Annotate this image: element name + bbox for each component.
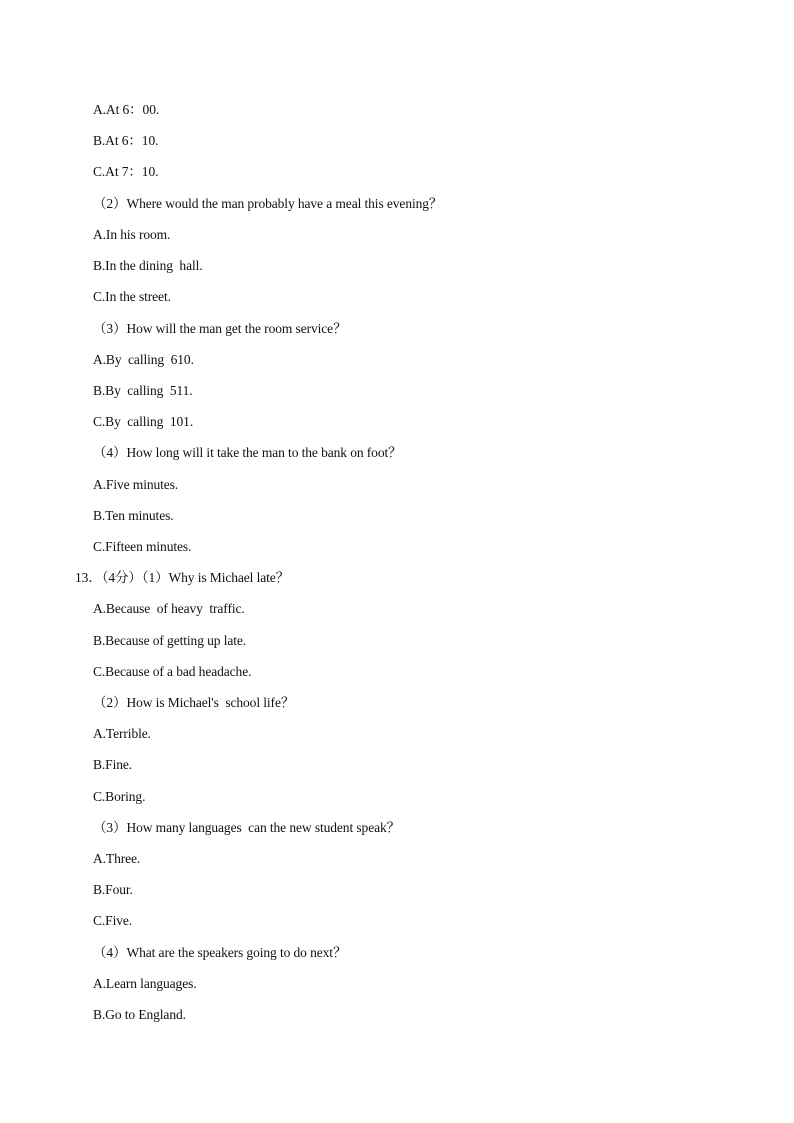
option-b: B.Ten minutes. [93, 508, 174, 523]
question-prompt: （3）How many languages can the new student speak？ [93, 820, 401, 835]
question-prompt: （2）How is Michael's school life？ [93, 695, 295, 710]
option-c: C.Five. [93, 913, 133, 928]
option-c: C.Fifteen minutes. [93, 539, 192, 554]
option-b: B.Fine. [93, 757, 133, 772]
question-prompt: （4）What are the speakers going to do next？ [93, 945, 347, 960]
option-b: B.Go to England. [93, 1007, 186, 1022]
option-b: B.Because of getting up late. [93, 633, 247, 648]
option-a: A.Three. [93, 851, 141, 866]
option-a: A.Terrible. [93, 726, 151, 741]
question-prompt: （2）Where would the man probably have a meal this evening？ [93, 196, 443, 211]
option-c: C.Boring. [93, 789, 146, 804]
option-a: A.In his room. [93, 227, 171, 242]
question-prompt: （3）How will the man get the room service？ [93, 321, 347, 336]
option-a: A.By calling 610. [93, 352, 194, 367]
option-c: C.At 7：10. [93, 164, 159, 179]
option-a: A.Because of heavy traffic. [93, 601, 245, 616]
option-a: A.Learn languages. [93, 976, 197, 991]
option-b: B.By calling 511. [93, 383, 193, 398]
option-a: A.At 6：00. [93, 102, 160, 117]
option-a: A.Five minutes. [93, 477, 179, 492]
question-header: 13．（4分）（1）Why is Michael late？ [75, 570, 290, 585]
option-b: B.Four. [93, 882, 133, 897]
option-b: B.In the dining hall. [93, 258, 203, 273]
option-c: C.By calling 101. [93, 414, 194, 429]
option-b: B.At 6：10. [93, 133, 159, 148]
option-c: C.Because of a bad headache. [93, 664, 252, 679]
option-c: C.In the street. [93, 289, 171, 304]
question-prompt: （4）How long will it take the man to the bank on foot？ [93, 445, 402, 460]
